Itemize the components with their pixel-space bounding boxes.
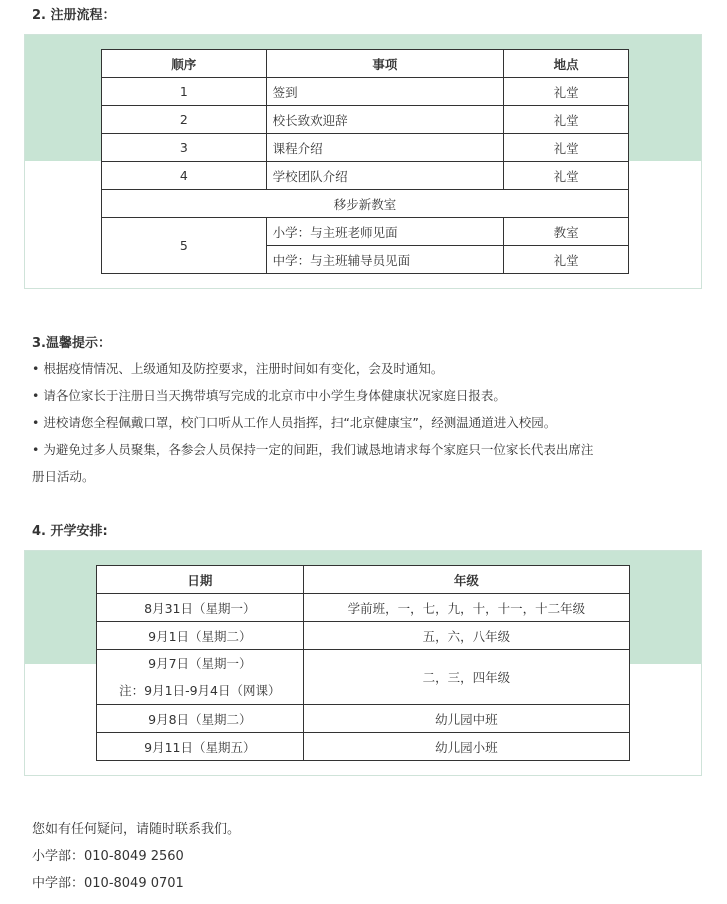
row-date-main: 9月7日（星期一） xyxy=(148,656,252,671)
contact-block xyxy=(32,816,240,897)
header-order: 顺序 xyxy=(102,50,267,78)
row-order: 3 xyxy=(102,134,267,162)
row-grade: 幼儿园小班 xyxy=(303,733,629,761)
registration-panel xyxy=(24,34,702,289)
row-order: 4 xyxy=(102,162,267,190)
header-place: 地点 xyxy=(504,50,629,78)
table-row xyxy=(97,650,630,705)
registration-table xyxy=(101,49,629,274)
row-grade: 学前班，一，七，九，十，十一，十二年级 xyxy=(303,594,629,622)
contact-middle: 中学部：010-8049 0701 xyxy=(32,876,184,891)
row-grade: 幼儿园中班 xyxy=(303,705,629,733)
row-place: 教室 xyxy=(504,218,629,246)
row-place: 礼堂 xyxy=(504,162,629,190)
table-row xyxy=(97,622,630,650)
row-order: 5 xyxy=(102,218,267,274)
row-date: 9月11日（星期五） xyxy=(97,733,304,761)
row-place: 礼堂 xyxy=(504,134,629,162)
schedule-panel xyxy=(24,550,702,776)
list-item: • 进校请您全程佩戴口罩，校门口听从工作人员指挥，扫“北京健康宝”，经测温通道进入校园。 xyxy=(32,415,557,430)
table-row xyxy=(97,705,630,733)
table-row xyxy=(102,106,629,134)
table-row xyxy=(102,218,629,246)
contact-primary: 小学部：010-8049 2560 xyxy=(32,849,184,864)
table-row xyxy=(102,78,629,106)
section-4-title: 4. 开学安排: xyxy=(32,524,108,539)
row-date: 8月31日（星期一） xyxy=(97,594,304,622)
table-row xyxy=(97,733,630,761)
row-item: 签到 xyxy=(266,78,504,106)
row-order: 1 xyxy=(102,78,267,106)
table-header-row xyxy=(102,50,629,78)
header-item: 事项 xyxy=(266,50,504,78)
row-grade: 二，三，四年级 xyxy=(303,650,629,705)
row-item: 中学：与主班辅导员见面 xyxy=(266,246,504,274)
table-row xyxy=(102,162,629,190)
list-item: 册日活动。 xyxy=(32,469,95,484)
schedule-table xyxy=(96,565,630,761)
row-item: 小学：与主班老师见面 xyxy=(266,218,504,246)
row-date xyxy=(97,650,304,705)
row-place: 礼堂 xyxy=(504,246,629,274)
row-item: 校长致欢迎辞 xyxy=(266,106,504,134)
header-date: 日期 xyxy=(97,566,304,594)
table-row xyxy=(97,594,630,622)
header-grade: 年级 xyxy=(303,566,629,594)
move-row xyxy=(102,190,629,218)
move-label: 移步新教室 xyxy=(102,190,629,218)
row-place: 礼堂 xyxy=(504,78,629,106)
list-item: • 根据疫情情况、上级通知及防控要求，注册时间如有变化，会及时通知。 xyxy=(32,361,444,376)
row-date-note: 注：9月1日-9月4日（网课） xyxy=(119,683,281,698)
section-2-title: 2. 注册流程： xyxy=(32,8,116,23)
row-place: 礼堂 xyxy=(504,106,629,134)
row-item: 课程介绍 xyxy=(266,134,504,162)
section-3-title: 3.温馨提示： xyxy=(32,336,111,351)
list-item: • 请各位家长于注册日当天携带填写完成的北京市中小学生身体健康状况家庭日报表。 xyxy=(32,388,506,403)
list-item: • 为避免过多人员聚集，各参会人员保持一定的间距，我们诚恳地请求每个家庭只一位家长代表出席注 xyxy=(32,442,594,457)
row-date: 9月8日（星期二） xyxy=(97,705,304,733)
row-order: 2 xyxy=(102,106,267,134)
row-item: 学校团队介绍 xyxy=(266,162,504,190)
table-header-row xyxy=(97,566,630,594)
contact-intro: 您如有任何疑问，请随时联系我们。 xyxy=(32,822,241,837)
tips-list xyxy=(32,355,702,490)
row-date: 9月1日（星期二） xyxy=(97,622,304,650)
table-row xyxy=(102,134,629,162)
row-grade: 五，六，八年级 xyxy=(303,622,629,650)
